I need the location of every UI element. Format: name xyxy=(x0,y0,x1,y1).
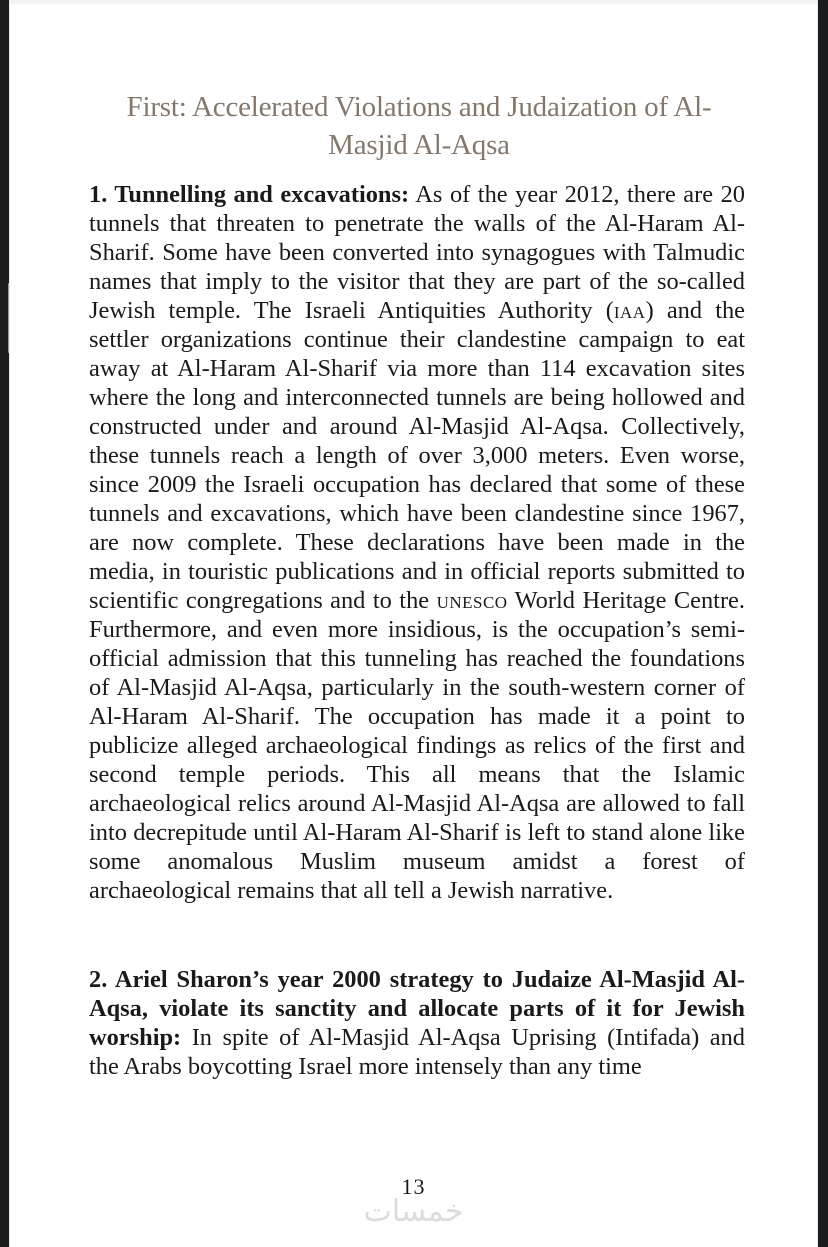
paragraph-label: 2. Ariel Sharon’s year 2000 strategy to Judaize Al-Masjid Al-Aqsa, violate its sanctity and allocate parts of it for Jewish worship: xyxy=(89,966,745,1051)
paragraph-tunnelling xyxy=(89,180,745,905)
paragraph-text: World Heritage Centre. Furthermore, and even more insidious, is the occupation’s semi-official admission that this tunneling has reached the foundations of Al-Masjid Al-Aqsa, particularly in the south-western corner of Al-Haram Al-Sharif. The occupation has made it a point to publicize alleged archaeological findings as relics of the first and second temple periods. This all means that the Islamic archaeological relics around Al-Masjid Al-Aqsa are allowed to fall into decrepitude until Al-Haram Al-Sharif is left to stand alone like some anomalous Muslim museum amidst a forest of archaeological remains that all tell a Jewish narrative. xyxy=(89,587,745,904)
chapter-heading: First: Accelerated Violations and Judaization of Al-Masjid Al-Aqsa xyxy=(126,91,712,161)
paragraph-label: 1. Tunnelling and excavations: xyxy=(89,181,410,208)
book-page xyxy=(9,0,818,1247)
page-top-edge xyxy=(10,0,817,4)
abbreviation-unesco: unesco xyxy=(436,587,508,614)
paragraph-text: ) and the settler organizations continue their clandestine campaign to eat away at Al-Haram Al-Sharif via more than 114 excavation sites where the long and interconnected tunnels are being hollowed and constructed under and around Al-Masjid Al-Aqsa. Collectively, these tunnels reach a length of over 3,000 meters. Even worse, since 2009 the Israeli occupation has declared that some of these tunnels and excavations, which have been clandestine since 1967, are now complete. These declarations have been made in the media, in touristic publications and in official reports submitted to scientific congregations and to the xyxy=(89,297,745,614)
paragraph-text: As of the year 2012, there are 20 tunnels that threaten to penetrate the walls of the Al-Haram Al-Sharif. Some have been converted into synagogues with Talmudic names that imply to the visitor that they are part of the so-called Jewish temple. The Israeli Antiquities Authority ( xyxy=(89,181,745,324)
abbreviation-iaa: iaa xyxy=(613,297,646,324)
paragraph-text: In spite of Al-Masjid Al-Aqsa Uprising (Intifada) and the Arabs boycotting Israel more intensely than any time xyxy=(89,1024,745,1080)
paragraph-sharon-strategy xyxy=(89,965,745,1081)
page-number: 13 xyxy=(401,1174,426,1199)
watermark-logo: خمسات xyxy=(363,1194,464,1229)
